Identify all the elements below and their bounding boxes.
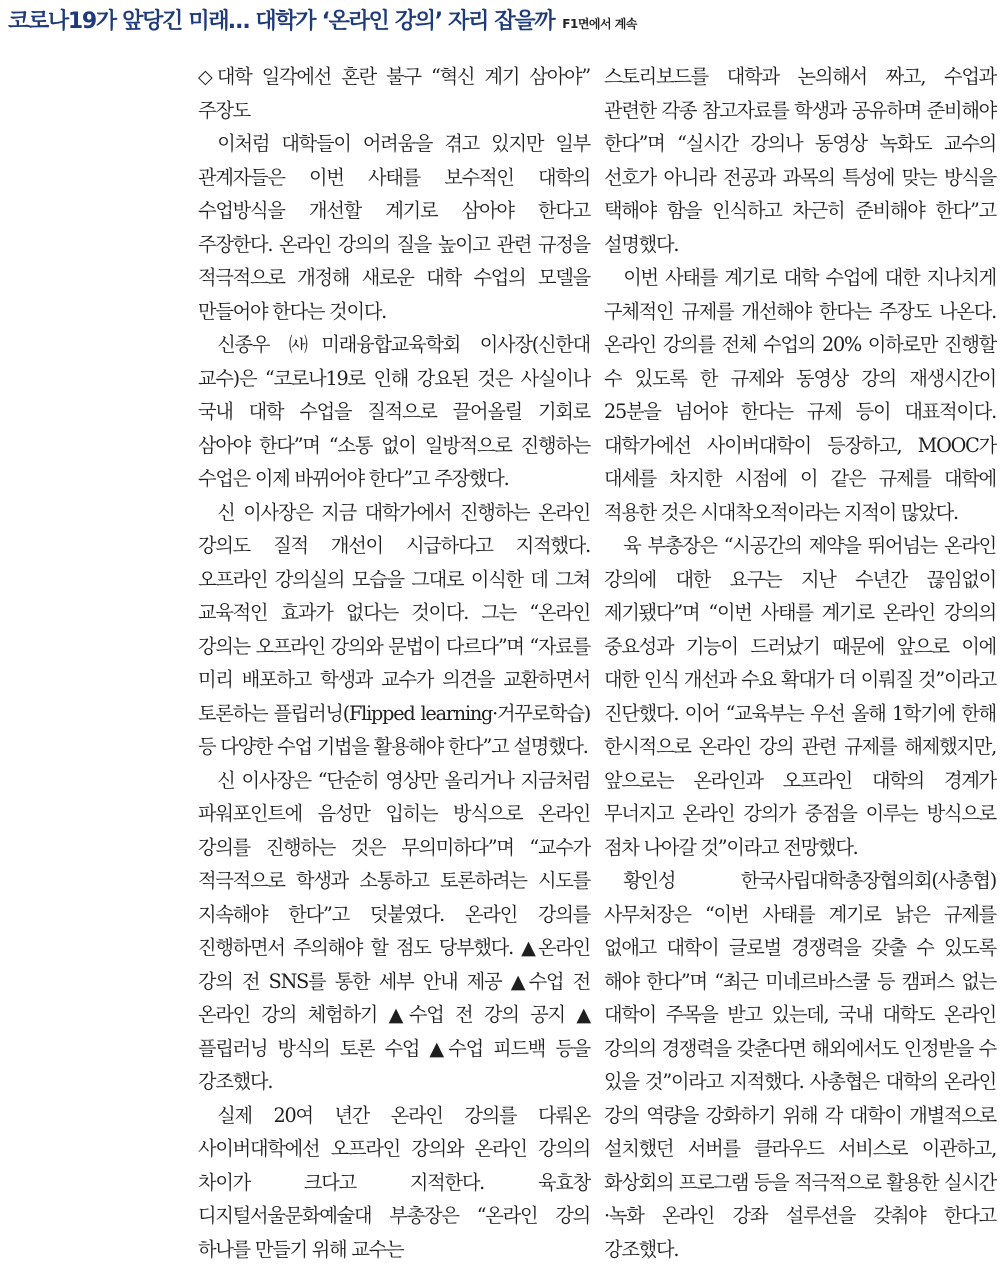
article-column-1	[198, 60, 590, 1126]
paragraph: 신 이사장은 지금 대학가에서 진행하는 온라인 강의도 질적 개선이 시급하다고 지적했다. 오프라인 강의실의 모습을 그대로 이식한 데 그쳐 교육적인 효과가 없다는 것이다. 그는 “온라인 강의는 오프라인 강의와 문법이 다르다”며 “자료를 미리 배포하고 학생과 교수가 의견을 교환하면서 토론하는 플립러닝(Flipped learning·거꾸로학습) 등 다양한 수업 기법을 활용해야 한다”고 설명했다.	[198, 496, 590, 764]
paragraph: 신 이사장은 “단순히 영상만 올리거나 지금처럼 파워포인트에 음성만 입히는 방식으로 온라인 강의를 진행하는 것은 무의미하다”며 “교수가 적극적으로 학생과 소통하고 토론하려는 시도를 지속해야 한다”고 덧붙였다. 온라인 강의를 진행하면서 주의해야 할 점도 당부했다. ▲온라인 강의 전 SNS를 통한 세부 안내 제공 ▲수업 전 온라인 강의 체험하기 ▲수업 전 강의 공지 ▲플립러닝 방식의 토론 수업 ▲수업 피드백 등을 강조했다.	[198, 764, 590, 1099]
paragraph: 이번 사태를 계기로 대학 수업에 대한 지나치게 구체적인 규제를 개선해야 한다는 주장도 나온다. 온라인 강의를 전체 수업의 20% 이하로만 진행할 수 있도록 한 규제와 동영상 강의 재생시간이 25분을 넘어야 한다는 규제 등이 대표적이다. 대학가에선 사이버대학이 등장하고, MOOC가 대세를 차지한 시점에 이 같은 규제를 대학에 적용한 것은 시대착오적이라는 지적이 많았다.	[604, 261, 996, 529]
paragraph: 육 부총장은 “시공간의 제약을 뛰어넘는 온라인 강의에 대한 요구는 지난 수년간 끊임없이 제기됐다”며 “이번 사태를 계기로 온라인 강의의 중요성과 기능이 드러났기 때문에 앞으로 이에 대한 인식 개선과 수요 확대가 더 이뤄질 것”이라고 진단했다. 이어 “교육부는 우선 올해 1학기에 한해 한시적으로 온라인 강의 관련 규제를 해제했지만, 앞으로는 온라인과 오프라인 대학의 경계가 무너지고 온라인 강의가 중점을 이루는 방식으로 점차 나아갈 것”이라고 전망했다.	[604, 529, 996, 864]
paragraph: 신종우 ㈔미래융합교육학회 이사장(신한대 교수)은 “코로나19로 인해 강요된 것은 사실이나 국내 대학 수업을 질적으로 끌어올릴 기회로 삼아야 한다”며 “소통 없이 일방적으로 진행하는 수업은 이제 바뀌어야 한다”고 주장했다.	[198, 328, 590, 496]
paragraph: 황인성 한국사립대학총장협의회(사총협) 사무처장은 “이번 사태를 계기로 낡은 규제를 없애고 대학이 글로벌 경쟁력을 갖출 수 있도록 해야 한다”며 “최근 미네르바스쿨 등 캠퍼스 없는 대학이 주목을 받고 있는데, 국내 대학도 온라인 강의의 경쟁력을 갖춘다면 해외에서도 인정받을 수 있을 것”이라고 지적했다. 사총협은 대학의 온라인 강의 역량을 강화하기 위해 각 대학이 개별적으로 설치했던 서버를 클라우드 서비스로 이관하고, 화상회의 프로그램 등을 적극적으로 활용한 실시간·녹화 온라인 강좌 설루션을 갖춰야 한다고 강조했다.	[604, 864, 996, 1266]
headline	[8, 4, 993, 40]
paragraph-continued: 스토리보드를 대학과 논의해서 짜고, 수업과 관련한 각종 참고자료를 학생과 공유하며 준비해야 한다”며 “실시간 강의나 동영상 녹화도 교수의 선호가 아니라 전공과 과목의 특성에 맞는 방식을 택해야 함을 인식하고 차근히 준비해야 한다”고 설명했다.	[604, 60, 996, 261]
paragraph: 실제 20여 년간 온라인 강의를 다뤄온 사이버대학에선 오프라인 강의와 온라인 강의의 차이가 크다고 지적한다. 육효창 디지털서울문화예술대 부총장은 “온라인 강의 하나를 만들기 위해 교수는	[198, 1099, 590, 1266]
continuation-note: F1면에서 계속	[562, 15, 637, 32]
subheading: ◇대학 일각에선 혼란 불구 “혁신 계기 삼아야” 주장도	[198, 60, 590, 127]
article-column-2	[604, 60, 996, 1126]
article-title: 코로나19가 앞당긴 미래… 대학가 ‘온라인 강의’ 자리 잡을까	[8, 4, 554, 35]
paragraph: 이처럼 대학들이 어려움을 겪고 있지만 일부 관계자들은 이번 사태를 보수적인 대학의 수업방식을 개선할 계기로 삼아야 한다고 주장한다. 온라인 강의의 질을 높이고 관련 규정을 적극적으로 개정해 새로운 대학 수업의 모델을 만들어야 한다는 것이다.	[198, 127, 590, 328]
